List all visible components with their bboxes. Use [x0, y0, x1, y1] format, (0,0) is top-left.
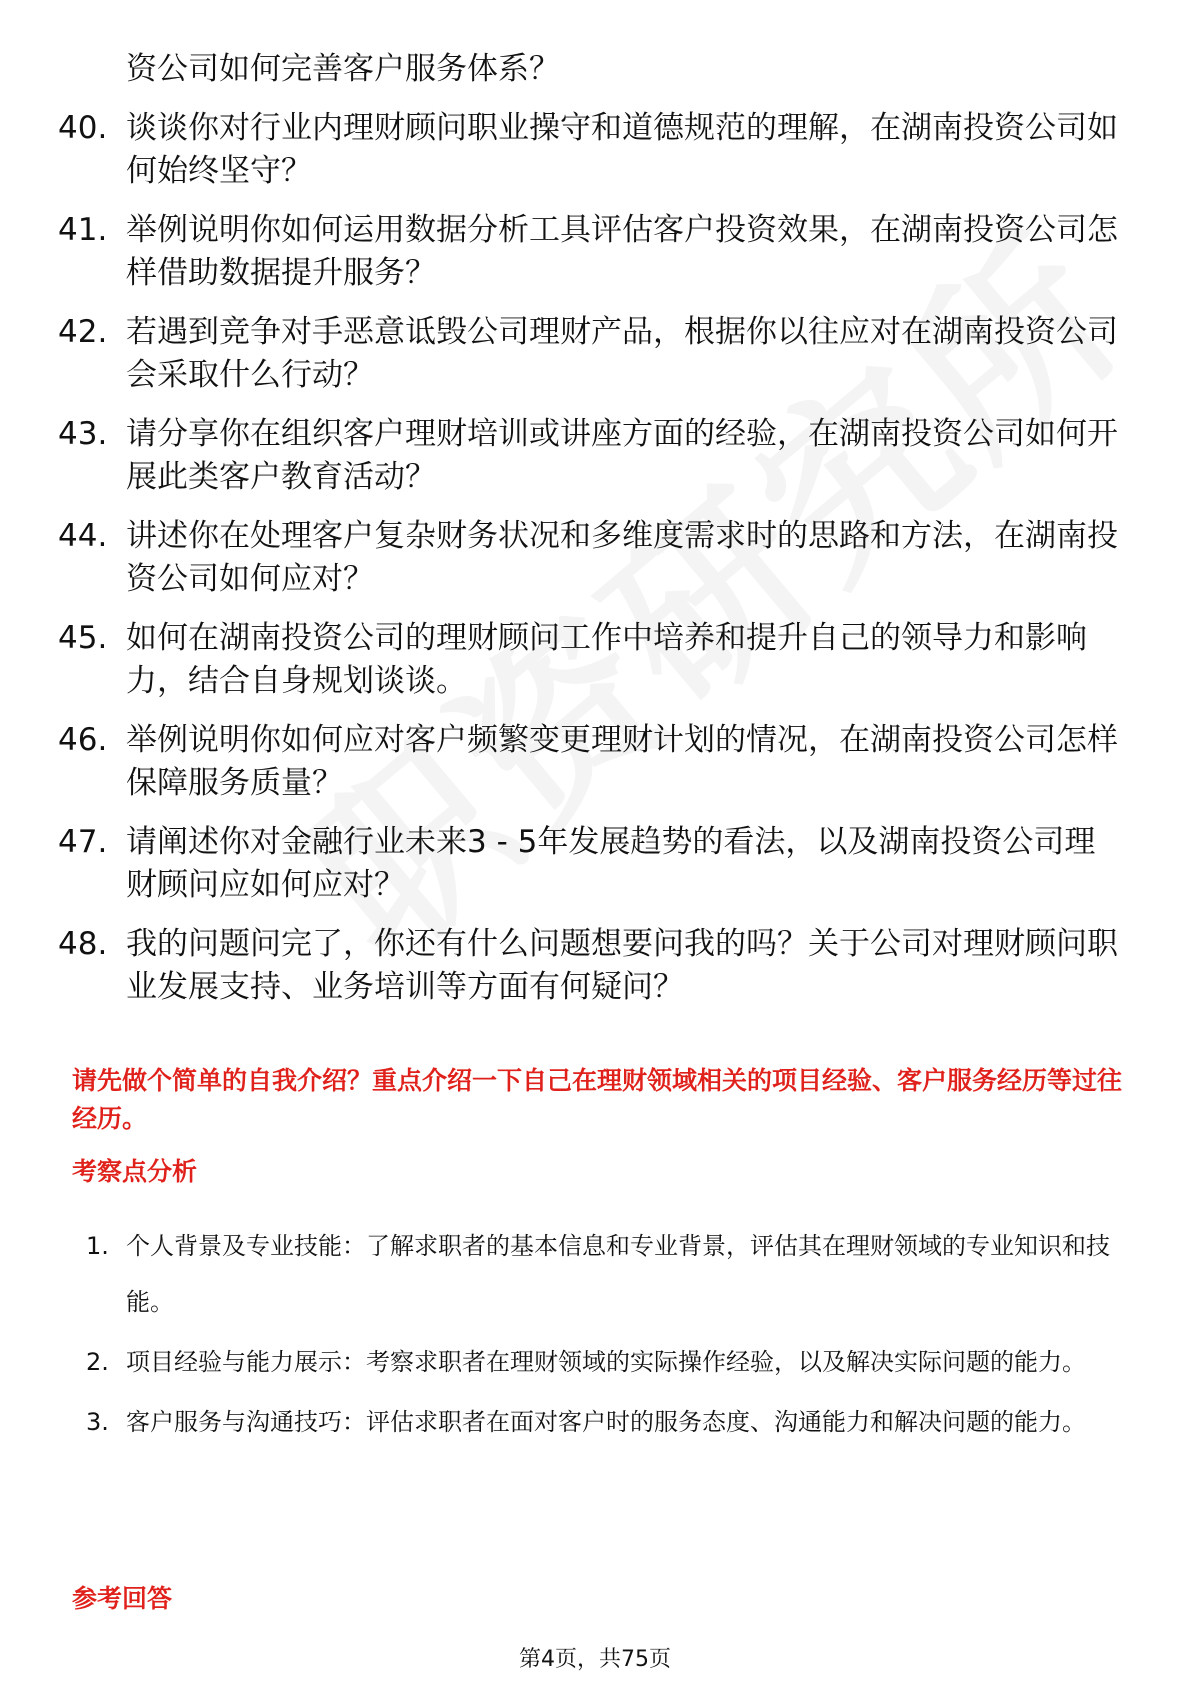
question-item [58, 515, 1118, 601]
question-item [58, 209, 1118, 295]
question-text: 举例说明你如何运用数据分析工具评估客户投资效果，在湖南投资公司怎样借助数据提升服务？ [126, 212, 1118, 291]
question-list [58, 107, 1118, 1025]
question-number: 46. [58, 722, 108, 758]
page-footer: 第4页，共75页 [519, 1647, 671, 1672]
analysis-list [86, 1218, 1126, 1454]
question-item [58, 821, 1118, 907]
question-number: 43. [58, 416, 108, 452]
analysis-text: 项目经验与能力展示：考察求职者在理财领域的实际操作经验，以及解决实际问题的能力。 [126, 1348, 1086, 1376]
question-number: 48. [58, 926, 108, 962]
answer-title: 参考回答 [72, 1584, 173, 1613]
analysis-number: 2. [86, 1348, 109, 1376]
question-number: 45. [58, 620, 108, 656]
question-item [58, 719, 1118, 805]
question-item [58, 311, 1118, 397]
analysis-item [86, 1394, 1126, 1450]
analysis-text: 个人背景及专业技能：了解求职者的基本信息和专业背景，评估其在理财领域的专业知识和技能。 [126, 1232, 1110, 1316]
question-text: 如何在湖南投资公司的理财顾问工作中培养和提升自己的领导力和影响力，结合自身规划谈谈。 [126, 620, 1087, 699]
question-item [58, 617, 1118, 703]
question-text: 请分享你在组织客户理财培训或讲座方面的经验，在湖南投资公司如何开展此类客户教育活动？ [126, 416, 1118, 495]
analysis-title: 考察点分析 [72, 1157, 198, 1186]
analysis-item [86, 1218, 1126, 1330]
question-number: 47. [58, 824, 108, 860]
question-text: 讲述你在处理客户复杂财务状况和多维度需求时的思路和方法，在湖南投资公司如何应对？ [126, 518, 1118, 597]
question-number: 42. [58, 314, 108, 350]
analysis-text: 客户服务与沟通技巧：评估求职者在面对客户时的服务态度、沟通能力和解决问题的能力。 [126, 1408, 1086, 1436]
question-number: 40. [58, 110, 108, 146]
question-item [58, 413, 1118, 499]
question-number: 44. [58, 518, 108, 554]
analysis-number: 3. [86, 1408, 109, 1436]
question-continuation: 资公司如何完善客户服务体系？ [126, 51, 560, 87]
question-text: 谈谈你对行业内理财顾问职业操守和道德规范的理解，在湖南投资公司如何始终坚守？ [126, 110, 1118, 189]
question-text: 若遇到竞争对手恶意诋毁公司理财产品，根据你以往应对在湖南投资公司会采取什么行动？ [126, 314, 1118, 393]
featured-question: 请先做个简单的自我介绍？重点介绍一下自己在理财领域相关的项目经验、客户服务经历等过往经历。 [72, 1066, 1123, 1133]
question-number: 41. [58, 212, 108, 248]
question-item [58, 923, 1118, 1009]
question-item [58, 107, 1118, 193]
question-text: 我的问题问完了，你还有什么问题想要问我的吗？关于公司对理财顾问职业发展支持、业务培训等方面有何疑问？ [126, 926, 1118, 1005]
analysis-number: 1. [86, 1232, 109, 1260]
analysis-item [86, 1334, 1126, 1390]
question-text: 举例说明你如何应对客户频繁变更理财计划的情况，在湖南投资公司怎样保障服务质量？ [126, 722, 1118, 801]
question-text: 请阐述你对金融行业未来3 - 5年发展趋势的看法，以及湖南投资公司理财顾问应如何应对？ [126, 824, 1096, 903]
